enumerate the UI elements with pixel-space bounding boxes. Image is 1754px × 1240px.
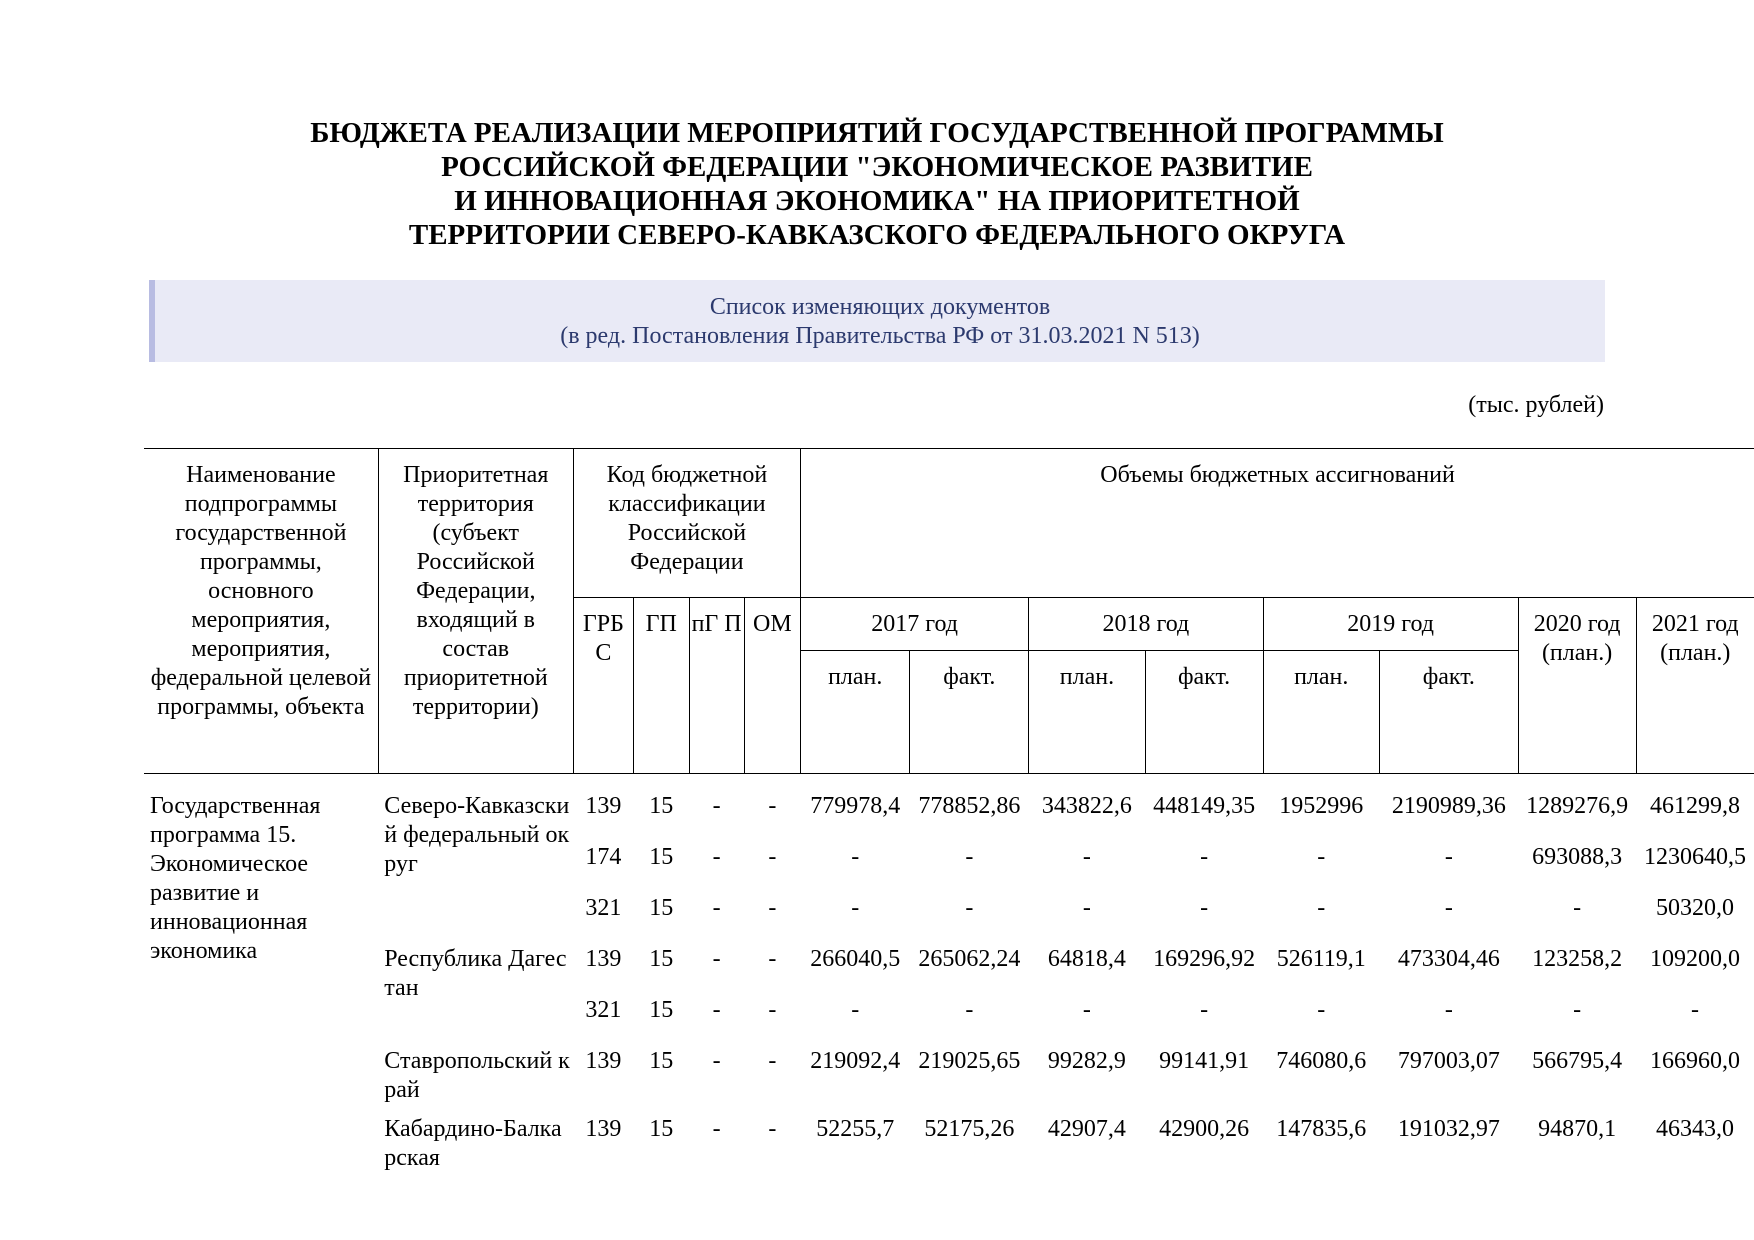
code-om-cell: - [768, 793, 777, 819]
value-cell: 123258,2 [1532, 946, 1623, 972]
value-cell: 473304,46 [1397, 946, 1500, 972]
value-cell: - [965, 997, 974, 1023]
value-cell: 797003,07 [1397, 1048, 1500, 1074]
header-gp: ГП [633, 598, 689, 774]
territory-cell: Кабардино-Балкарская [384, 1116, 562, 1171]
value-cell: 219025,65 [918, 1048, 1021, 1074]
code-gp-cell: 15 [649, 946, 674, 972]
title-line: ТЕРРИТОРИИ СЕВЕРО-КАВКАЗСКОГО ФЕДЕРАЛЬНОГО ОКРУГА [408, 219, 1346, 251]
code-pgp-cell: - [712, 946, 721, 972]
value-cell: 52175,26 [924, 1116, 1015, 1142]
header-plan: план. [1029, 651, 1145, 774]
header-year-2020: 2020 год (план.) [1518, 598, 1636, 774]
value-cell: 109200,0 [1650, 946, 1741, 972]
amendments-link[interactable]: (в ред. Постановления Правительства РФ от 31.03.2021 N 513) [560, 323, 1200, 349]
value-cell: 1952996 [1279, 793, 1364, 819]
code-grbs-cell: 139 [585, 1116, 622, 1142]
value-cell: - [1082, 844, 1091, 870]
code-grbs-cell: 139 [585, 946, 622, 972]
value-cell: 1289276,9 [1526, 793, 1629, 819]
header-pgp: пГ П [689, 598, 744, 774]
header-year-2017: 2017 год [801, 598, 1029, 651]
value-cell: 94870,1 [1538, 1116, 1617, 1142]
code-pgp-cell: - [712, 844, 721, 870]
header-grbs: ГРБ С [573, 598, 633, 774]
header-year-2019: 2019 год [1263, 598, 1518, 651]
territory-cell: Ставропольский край [384, 1048, 570, 1103]
table-row [144, 935, 1754, 986]
value-cell: 64818,4 [1047, 946, 1126, 972]
value-cell: - [1200, 997, 1209, 1023]
value-cell: 746080,6 [1276, 1048, 1367, 1074]
header-volumes: Объемы бюджетных ассигнований [801, 449, 1754, 598]
title-line: РОССИЙСКОЙ ФЕДЕРАЦИИ "ЭКОНОМИЧЕСКОЕ РАЗВИТИЕ [441, 151, 1313, 183]
header-name: Наименование подпрограммы государственной программы, основного мероприятия, мероприятия, федеральной целевой программы, объекта [144, 449, 378, 774]
code-om-cell: - [768, 1116, 777, 1142]
value-cell: 147835,6 [1276, 1116, 1367, 1142]
title-line: И ИННОВАЦИОННАЯ ЭКОНОМИКА" НА ПРИОРИТЕТНОЙ [454, 185, 1300, 217]
code-gp-cell: 15 [649, 997, 674, 1023]
code-gp-cell: 15 [649, 895, 674, 921]
value-cell: - [1200, 895, 1209, 921]
value-cell: 42907,4 [1047, 1116, 1126, 1142]
value-cell: 50320,0 [1656, 895, 1735, 921]
code-om-cell: - [768, 997, 777, 1023]
header-plan: план. [801, 651, 910, 774]
value-cell: - [851, 844, 860, 870]
value-cell: 448149,35 [1153, 793, 1256, 819]
code-grbs-cell: 139 [585, 793, 622, 819]
amendments-box [149, 280, 1605, 362]
code-grbs-cell: 321 [585, 997, 622, 1023]
code-pgp-cell: - [712, 1116, 721, 1142]
code-grbs-cell: 174 [585, 844, 622, 870]
value-cell: 693088,3 [1532, 844, 1623, 870]
value-cell: - [1317, 895, 1326, 921]
value-cell: - [1444, 895, 1453, 921]
code-grbs-cell: 321 [585, 895, 622, 921]
value-cell: - [851, 895, 860, 921]
value-cell: 526119,1 [1276, 946, 1366, 972]
header-fact: факт. [910, 651, 1029, 774]
code-gp-cell: 15 [649, 844, 674, 870]
value-cell: 779978,4 [810, 793, 901, 819]
code-om-cell: - [768, 844, 777, 870]
code-pgp-cell: - [712, 793, 721, 819]
table-row [144, 774, 1754, 834]
value-cell: 166960,0 [1650, 1048, 1741, 1074]
value-cell: 265062,24 [918, 946, 1021, 972]
value-cell: 52255,7 [816, 1116, 895, 1142]
value-cell: - [965, 844, 974, 870]
value-cell: 219092,4 [810, 1048, 901, 1074]
value-cell: 778852,86 [918, 793, 1021, 819]
code-om-cell: - [768, 895, 777, 921]
value-cell: 266040,5 [810, 946, 901, 972]
code-pgp-cell: - [712, 1048, 721, 1074]
header-om: ОМ [744, 598, 800, 774]
value-cell: - [1573, 895, 1582, 921]
territory-cell: Республика Дагестан [384, 946, 567, 1001]
value-cell: - [1444, 844, 1453, 870]
header-territory: Приоритетная территория (субъект Российской Федерации, входящий в состав приоритетной территории) [378, 449, 573, 774]
header-year-2018: 2018 год [1029, 598, 1263, 651]
value-cell: 461299,8 [1650, 793, 1741, 819]
table-row [144, 1105, 1754, 1173]
units-label: (тыс. рублей) [1468, 392, 1604, 418]
value-cell: 2190989,36 [1391, 793, 1506, 819]
value-cell: - [1444, 997, 1453, 1023]
budget-table [144, 448, 1754, 1173]
budget-table-body [144, 774, 1754, 1174]
value-cell: - [1317, 844, 1326, 870]
value-cell: - [1082, 895, 1091, 921]
value-cell: 343822,6 [1041, 793, 1132, 819]
value-cell: 566795,4 [1532, 1048, 1623, 1074]
code-om-cell: - [768, 1048, 777, 1074]
program-name-cell: Государственная программа 15. Экономическое развитие и инновационная экономика [150, 793, 321, 964]
code-pgp-cell: - [712, 895, 721, 921]
value-cell: 191032,97 [1397, 1116, 1500, 1142]
header-fact: факт. [1145, 651, 1263, 774]
territory-cell: Северо-Кавказский федеральный округ [384, 793, 570, 877]
code-gp-cell: 15 [649, 1116, 674, 1142]
value-cell: - [1082, 997, 1091, 1023]
header-year-2021: 2021 год (план.) [1636, 598, 1754, 774]
document-title [0, 116, 1754, 252]
value-cell: 99282,9 [1047, 1048, 1126, 1074]
header-code: Код бюджетной классификации Российской Федерации [573, 449, 800, 598]
amendments-heading: Список изменяющих документов [709, 294, 1051, 320]
value-cell: - [1573, 997, 1582, 1023]
title-line: БЮДЖЕТА РЕАЛИЗАЦИИ МЕРОПРИЯТИЙ ГОСУДАРСТВЕННОЙ ПРОГРАММЫ [310, 117, 1444, 149]
code-gp-cell: 15 [649, 793, 674, 819]
code-pgp-cell: - [712, 997, 721, 1023]
value-cell: - [851, 997, 860, 1023]
value-cell: - [965, 895, 974, 921]
value-cell: 169296,92 [1153, 946, 1256, 972]
code-gp-cell: 15 [649, 1048, 674, 1074]
value-cell: 46343,0 [1656, 1116, 1735, 1142]
value-cell: 42900,26 [1159, 1116, 1250, 1142]
value-cell: 99141,91 [1159, 1048, 1250, 1074]
value-cell: - [1200, 844, 1209, 870]
header-fact: факт. [1379, 651, 1518, 774]
value-cell: - [1317, 997, 1326, 1023]
value-cell: 1230640,5 [1644, 844, 1747, 870]
table-row [144, 1037, 1754, 1105]
header-plan: план. [1263, 651, 1379, 774]
value-cell: - [1691, 997, 1700, 1023]
code-om-cell: - [768, 946, 777, 972]
code-grbs-cell: 139 [585, 1048, 622, 1074]
